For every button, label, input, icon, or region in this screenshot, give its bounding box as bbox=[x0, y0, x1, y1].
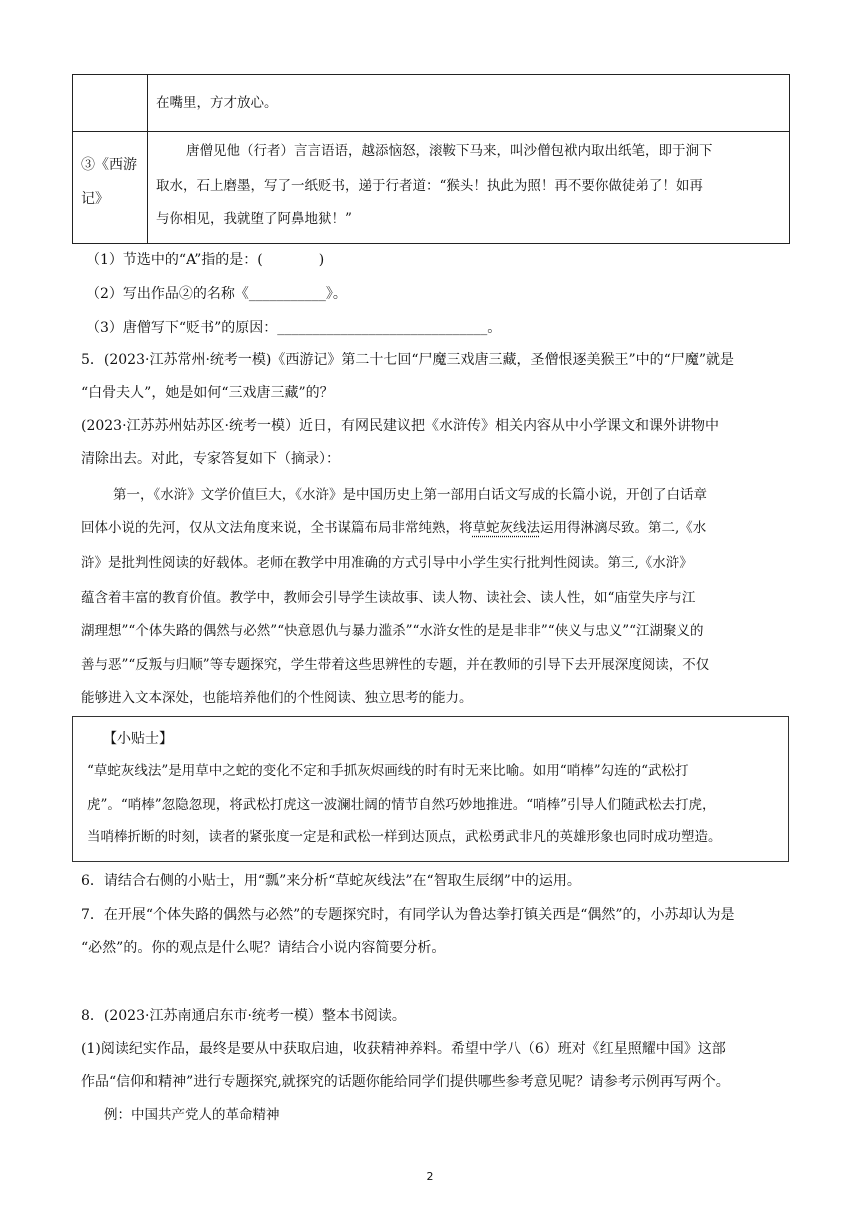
passage-line3: 浒》是批判性阅读的好载体。老师在教学中用准确的方式引导中小学生实行批判性阅读。第三,《水浒》 bbox=[81, 555, 693, 571]
q8-line1: 8．(2023·江苏南通启东市·统考一模）整本书阅读。 bbox=[81, 1008, 406, 1024]
passage-intro-line2: 清除出去。对此，专家答复如下（摘录）： bbox=[81, 451, 340, 467]
passage-line2 bbox=[81, 518, 706, 538]
q7-line2: “必然”的。你的观点是什么呢？请结合小说内容简要分析。 bbox=[81, 940, 446, 956]
passage-line2-end: 运用得淋漓尽致。第二,《水 bbox=[540, 520, 707, 536]
tip-line2: 虎”。“哨棒”忽隐忽现，将武松打虎这一波澜壮阔的情节自然巧妙地推进。“哨棒”引导人们随武松去打虎， bbox=[87, 797, 716, 813]
q4-sub2: （2）写出作品②的名称《___________》。 bbox=[86, 286, 347, 302]
table-row1-text: 在嘴里，方才放心。 bbox=[156, 95, 278, 111]
table-divider-vertical bbox=[147, 75, 148, 243]
passage-line5: 湖理想”“个体失路的偶然与必然”“快意恩仇与暴力滥杀”“水浒女性的是是非非”“侠义与忠义”“江湖聚义的 bbox=[81, 623, 704, 639]
dotted-term: 草蛇灰线法 bbox=[472, 520, 540, 536]
q4-sub3: （3）唐僧写下“贬书”的原因：______________________________。 bbox=[86, 320, 502, 336]
table-row2-text-line2: 取水，石上磨墨，写了一纸贬书，递于行者道：“猴头！执此为照！再不要你做徒弟了！如再 bbox=[156, 178, 703, 194]
passage-line1: 第一，《水浒》文学价值巨大，《水浒》是中国历史上第一部用白话文写成的长篇小说，开创了白话章 bbox=[113, 487, 707, 503]
q8-example: 例：中国共产党人的革命精神 bbox=[104, 1107, 280, 1123]
tip-line3: 当哨棒折断的时刻，读者的紧张度一定是和武松一样到达顶点，武松勇武非凡的英雄形象也同时成功塑造。 bbox=[87, 829, 722, 845]
passage-line4: 蕴含着丰富的教育价值。教学中，教师会引导学生读故事、读人物、读社会、读人性，如“庙堂失序与江 bbox=[81, 590, 696, 606]
q8-line2: (1)阅读纪实作品，最终是要从中获取启迪，收获精神养料。希望中学八（6）班对《红星照耀中国》这部 bbox=[81, 1041, 726, 1057]
table-divider-horizontal bbox=[73, 131, 789, 132]
q8-line3: 作品“信仰和精神”进行专题探究,就探究的话题你能给同学们提供哪些参考意见呢？请参考示例再写两个。 bbox=[81, 1074, 730, 1090]
table-row2-label-line2: 记》 bbox=[81, 191, 109, 207]
tip-title: 【小贴士】 bbox=[103, 731, 173, 747]
q4-sub1: （1）节选中的“A”指的是：( ) bbox=[86, 252, 325, 268]
table-row2-text-line1: 唐僧见他（行者）言言语语，越添恼怒，滚鞍下马来，叫沙僧包袱内取出纸笔，即于涧下 bbox=[186, 143, 713, 159]
table-row2-label-line1: ③《西游 bbox=[81, 157, 137, 173]
q6: 6．请结合右侧的小贴士，用“瓢”来分析“草蛇灰线法”在“智取生辰纲”中的运用。 bbox=[81, 873, 581, 889]
tip-line1: “草蛇灰线法”是用草中之蛇的变化不定和手抓灰烬画线的时有时无来比喻。如用“哨棒”勾连的“武松打 bbox=[87, 763, 689, 779]
q7-line1: 7．在开展“个体失路的偶然与必然”的专题探究时，有同学认为鲁达拳打镇关西是“偶然”的，小苏却认为是 bbox=[81, 907, 735, 923]
table-row2-text-line3: 与你相见，我就堕了阿鼻地狱！” bbox=[156, 211, 352, 227]
excerpt-table bbox=[72, 74, 790, 244]
q5-line1: 5．(2023·江苏常州·统考一模)《西游记》第二十七回“尸魔三戏唐三藏，圣僧恨逐美猴王”中的“尸魔”就是 bbox=[81, 352, 734, 368]
passage-intro-line1: (2023·江苏苏州姑苏区·统考一模）近日，有网民建议把《水浒传》相关内容从中小学课文和课外讲物中 bbox=[81, 418, 719, 434]
q5-line2: “白骨夫人”，她是如何“三戏唐三藏”的？ bbox=[81, 385, 334, 401]
passage-line6: 善与恶”“反叛与归顺”等专题探究，学生带着这些思辨性的专题，并在教师的引导下去开展深度阅读，不仅 bbox=[81, 657, 710, 673]
passage-line2-start: 回体小说的先河，仅从文法角度来说，全书谋篇布局非常纯熟，将 bbox=[81, 520, 473, 536]
tip-box bbox=[72, 716, 789, 862]
page-number: 2 bbox=[426, 1170, 434, 1183]
passage-line7: 能够进入文本深处，也能培养他们的个性阅读、独立思考的能力。 bbox=[81, 690, 473, 706]
